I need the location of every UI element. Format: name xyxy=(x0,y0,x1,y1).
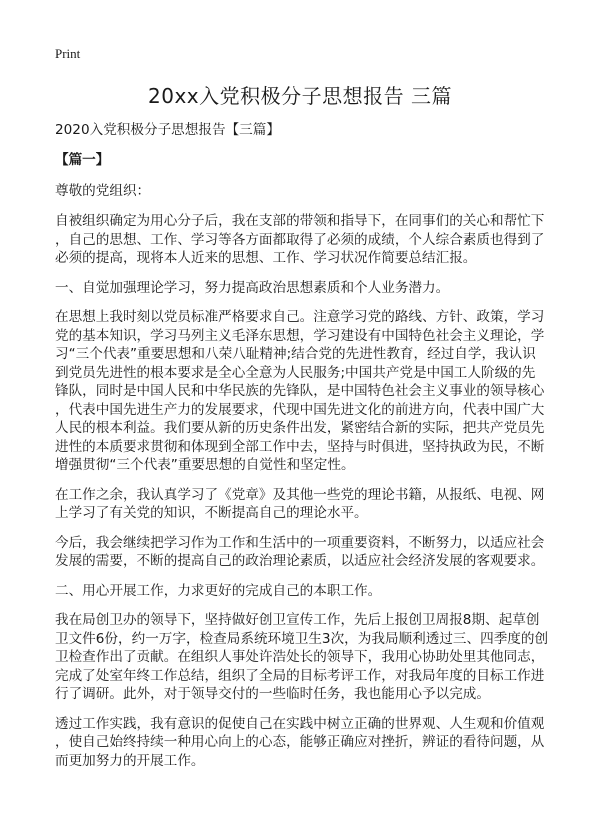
paragraph xyxy=(55,582,550,601)
paragraph-line: 在思想上我时刻以党员标准严格要求自己。注意学习党的路线、方针、政策，学习 xyxy=(55,309,545,325)
paragraphs xyxy=(55,212,550,770)
paragraph-line: 进性的本质要求贯彻和体现到全部工作中去，坚持与时俱进，坚持执政为民，不断 xyxy=(55,438,545,455)
paragraph-line: 二、用心开展工作，力求更好的完成自己的本职工作。 xyxy=(55,582,382,599)
paragraph xyxy=(55,715,550,771)
paragraph xyxy=(55,308,550,475)
paragraph-line: 完成了处室年终工作总结，组织了全局的目标考评工作，对我局年度的目标工作进 xyxy=(55,667,545,684)
paragraph-line: 人民的根本利益。我们要从新的历史条件出发，紧密结合新的实际，把共产党员先 xyxy=(55,420,545,436)
print-link[interactable]: Print xyxy=(55,46,81,61)
paragraph xyxy=(55,611,550,704)
paragraph xyxy=(55,212,550,268)
paragraph-line: ，代表中国先进生产力的发展要求，代现中国先进文化的前进方向，代表中国广大 xyxy=(55,401,545,418)
paragraph-line: 上学习了有关党的知识，不断提高自己的理论水平。 xyxy=(55,505,368,521)
document-title: 20xx入党积极分子思想报告 三篇 xyxy=(148,84,452,108)
paragraph-line: 在工作之余，我认真学习了《党章》及其他一些党的理论书籍，从报纸、电视、网 xyxy=(55,486,545,503)
paragraph-line: ，自己的思想、工作、学习等各方面都取得了必须的成绩，个人综合素质也得到了 xyxy=(55,231,545,248)
document-body xyxy=(55,120,550,770)
paragraph-line: 锋队，同时是中国人民和中华民族的先锋队，是中国特色社会主义事业的领导核心 xyxy=(55,383,545,399)
paragraph-line: 必须的提高，现将本人近来的思想、工作、学习状况作简要总结汇报。 xyxy=(55,250,477,266)
paragraph-line: 我在局创卫办的领导下，坚持做好创卫宣传工作，先后上报创卫周报8期、起草创 xyxy=(55,612,540,628)
paragraph xyxy=(55,486,550,523)
paragraph-line: 发展的需要，不断的提高自己的政治理论素质，以适应社会经济发展的客观要求。 xyxy=(55,553,545,569)
paragraph-line: 透过工作实践，我有意识的促使自己在实践中树立正确的世界观、人生观和价值观 xyxy=(55,715,545,732)
paragraph-line: 习“三个代表”重要思想和八荣八耻精神;结合党的先进性教育，经过自学，我认识 xyxy=(55,346,536,362)
document-subtitle: 2020入党积极分子思想报告【三篇】 xyxy=(55,122,280,138)
section-heading: 【篇一】 xyxy=(55,152,110,168)
paragraph-line: 党的基本知识，学习马列主义毛泽东思想，学习建设有中国特色社会主义理论，学 xyxy=(55,327,545,344)
paragraph-line: 到党员先进性的根本要求是全心全意为人民服务;中国共产党是中国工人阶级的先 xyxy=(55,364,536,381)
paragraph xyxy=(55,279,550,298)
paragraph-line: 卫检查作出了贡献。在组织人事处许浩处长的领导下，我用心协助处里其他同志， xyxy=(55,649,545,665)
paragraph-line: 行了调研。此外，对于领导交付的一些临时任务，我也能用心予以完成。 xyxy=(55,686,490,702)
paragraph-line: 而更加努力的开展工作。 xyxy=(55,752,205,769)
greeting: 尊敬的党组织： xyxy=(55,183,151,199)
paragraph-line: 增强贯彻“三个代表”重要思想的自觉性和坚定性。 xyxy=(55,457,355,473)
paragraph xyxy=(55,534,550,571)
paragraph-line: ，使自己始终持续一种用心向上的心态，能够正确应对挫折，辨证的看待问题，从 xyxy=(55,734,545,750)
paragraph-line: 自被组织确定为用心分子后，我在支部的带领和指导下，在同事们的关心和帮忙下 xyxy=(55,213,545,229)
paragraph-line: 一、自觉加强理论学习，努力提高政治思想素质和个人业务潜力。 xyxy=(55,279,450,296)
paragraph-line: 卫文件6份，约一万字，检查局系统环境卫生3次，为我局顺利透过三、四季度的创 xyxy=(55,630,549,647)
paragraph-line: 今后，我会继续把学习作为工作和生活中的一项重要资料，不断努力，以适应社会 xyxy=(55,534,545,551)
